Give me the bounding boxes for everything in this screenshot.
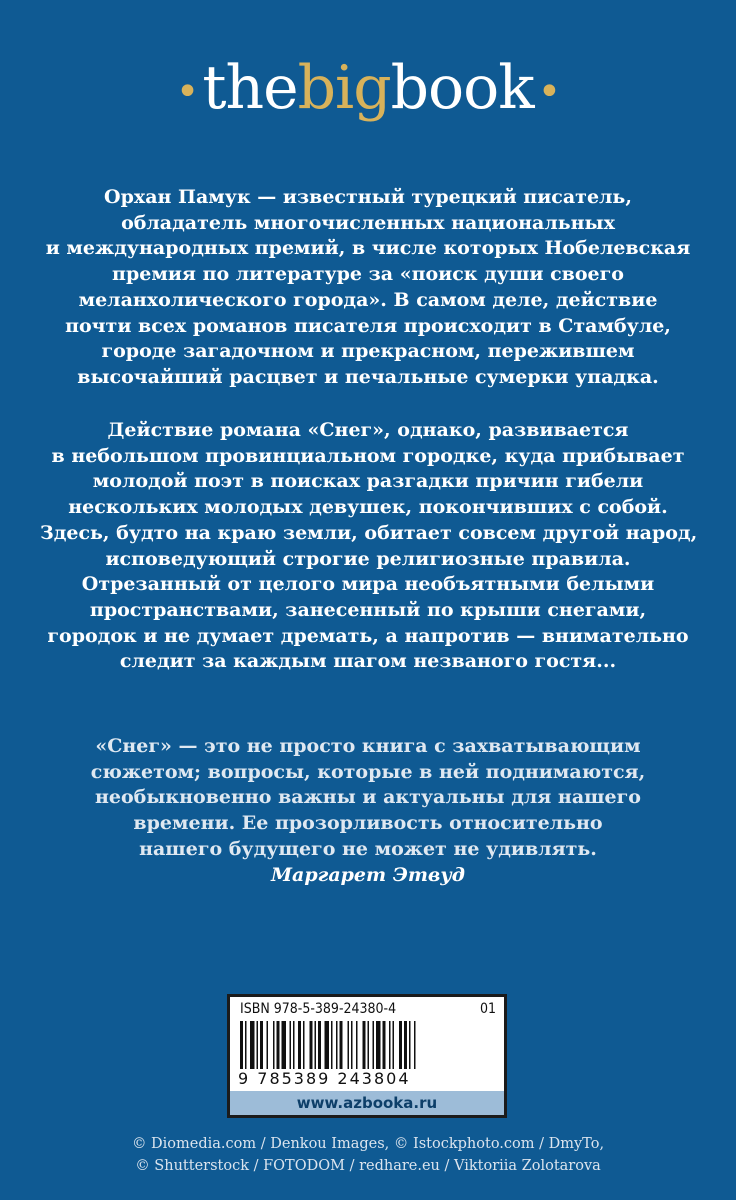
review-quote xyxy=(40,734,696,863)
text-line: меланхолического города». В самом деле, действие xyxy=(78,288,658,311)
isbn-barcode-block xyxy=(227,994,507,1118)
barcode-bar xyxy=(414,1021,416,1069)
barcode-bar xyxy=(260,1021,263,1069)
isbn-number: ISBN 978-5-389-24380-4 xyxy=(240,1001,397,1017)
text-line: обладатель многочисленных национальных xyxy=(121,211,615,234)
text-line: молодой поэт в поисках разгадки причин гибели xyxy=(92,470,644,493)
description-paragraph-2 xyxy=(40,418,696,675)
text-line: Отрезанный от целого мира необъятными белыми xyxy=(81,573,655,596)
ean-digits: 9 785389 243804 xyxy=(238,1069,411,1088)
text-line: Действие романа «Снег», однако, развивается xyxy=(107,419,629,441)
text-line: Здесь, будто на краю земли, обитает совсем другой народ, xyxy=(40,521,698,544)
quote-line: необыкновенно важны и актуальны для нашего xyxy=(95,786,641,809)
barcode-bar xyxy=(336,1021,338,1069)
text-line: городок и не думает дремать, а напротив — внимательно xyxy=(47,624,689,647)
text-line: высочайший расцвет и печальные сумерки упадка. xyxy=(77,365,659,388)
barcode-bar xyxy=(383,1021,386,1069)
text-line: пространствами, занесенный по крыши снегами, xyxy=(89,598,647,621)
publisher-series-logo xyxy=(0,48,736,132)
barcode-bar xyxy=(340,1021,343,1069)
barcode-bar xyxy=(267,1021,269,1069)
credit-line: © Shutterstock / FOTODOM / redhare.eu / Viktoriia Zolotarova xyxy=(135,1158,601,1174)
quote-line: времени. Ее прозорливость относительно xyxy=(133,812,603,835)
barcode-bar xyxy=(257,1021,259,1069)
description-paragraph-1 xyxy=(40,185,696,391)
barcode-bar xyxy=(348,1021,350,1069)
barcode-bar xyxy=(393,1021,395,1069)
barcode-bar xyxy=(376,1021,381,1069)
logo-book: book xyxy=(390,53,534,123)
barcode-bar xyxy=(409,1021,411,1069)
barcode-bar xyxy=(298,1021,301,1069)
barcode-bar xyxy=(315,1021,317,1069)
barcode-bar xyxy=(277,1021,280,1069)
barcode-bar xyxy=(331,1021,333,1069)
barcode-bar xyxy=(356,1021,358,1069)
text-line: исповедующий строгие религиозные правила. xyxy=(105,547,631,570)
text-line: в небольшом провинциальном городке, куда прибывает xyxy=(51,444,685,467)
text-line: следит за каждым шагом незваного гостя... xyxy=(119,650,617,673)
barcode-bars xyxy=(240,1021,484,1069)
text-line: нескольких молодых девушек, покончивших с собой. xyxy=(68,496,668,519)
logo-big: big xyxy=(297,53,391,123)
barcode-bar xyxy=(351,1021,353,1069)
quote-line: «Снег» — это не просто книга с захватывающим xyxy=(95,735,641,757)
text-line: городе загадочном и прекрасном, пережившем xyxy=(101,340,635,363)
text-line: и международных премий, в числе которых Нобелевская xyxy=(45,237,691,260)
barcode-bar xyxy=(399,1021,402,1069)
barcode-bar xyxy=(310,1021,313,1069)
text-line: почти всех романов писателя происходит в Стамбуле, xyxy=(65,314,671,337)
barcode-bar xyxy=(293,1021,295,1069)
photo-credits xyxy=(0,1133,736,1177)
credit-line: © Diomedia.com / Denkou Images, © Istockphoto.com / DmyTo, xyxy=(131,1136,605,1152)
logo-dot-right: • xyxy=(537,69,561,116)
text-line: Орхан Памук — известный турецкий писатель, xyxy=(104,186,632,208)
barcode-bar xyxy=(245,1021,247,1069)
publisher-website: www.azbooka.ru xyxy=(230,1091,504,1115)
barcode-bar xyxy=(363,1021,366,1069)
quote-author: Маргарет Этвуд xyxy=(271,864,465,886)
logo-dot-left: • xyxy=(175,69,199,116)
quote-line: сюжетом; вопросы, которые в ней поднимаются, xyxy=(90,760,646,783)
barcode-bar xyxy=(250,1021,255,1069)
barcode-bar xyxy=(240,1021,243,1069)
isbn-label xyxy=(240,1001,496,1017)
isbn-addon: 01 xyxy=(479,1001,496,1017)
barcode-bar xyxy=(282,1021,287,1069)
barcode-bar xyxy=(404,1021,407,1069)
barcode-bar xyxy=(373,1021,375,1069)
barcode-bar xyxy=(325,1021,330,1069)
barcode-bar xyxy=(368,1021,370,1069)
barcode-bar xyxy=(273,1021,275,1069)
logo-the: the xyxy=(202,53,298,123)
barcode-bar xyxy=(290,1021,292,1069)
text-line: премия по литературе за «поиск души своего xyxy=(112,263,624,286)
quote-line: нашего будущего не может не удивлять. xyxy=(139,837,597,860)
barcode-bar xyxy=(318,1021,321,1069)
barcode-bar xyxy=(303,1021,305,1069)
barcode-bar xyxy=(389,1021,391,1069)
